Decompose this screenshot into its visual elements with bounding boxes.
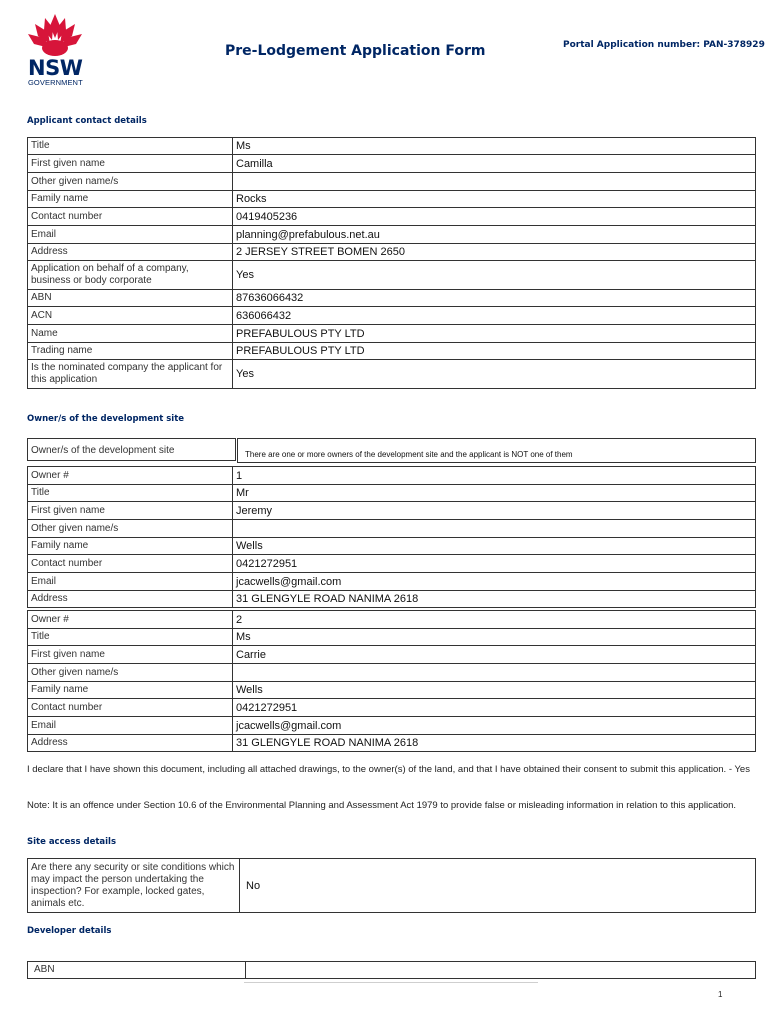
- field-label: ACN: [28, 307, 233, 325]
- field-value: There are one or more owners of the development site and the applicant is NOT one of them: [237, 438, 756, 463]
- table-row: [28, 261, 756, 290]
- table-row: [28, 682, 756, 699]
- table-row: [28, 611, 756, 629]
- table-row: [28, 591, 756, 608]
- field-label: Family name: [28, 682, 233, 699]
- field-value: Carrie: [233, 646, 756, 664]
- field-label: Trading name: [28, 343, 233, 360]
- table-row: [28, 307, 756, 325]
- field-value: [246, 961, 756, 979]
- field-value: No: [240, 859, 756, 913]
- owner-1-table: [27, 466, 756, 608]
- site-access-table: [27, 858, 756, 913]
- field-label: ABN: [28, 290, 233, 307]
- field-value: 1: [233, 467, 756, 485]
- field-value: 31 GLENGYLE ROAD NANIMA 2618: [233, 735, 756, 752]
- field-value: 2 JERSEY STREET BOMEN 2650: [233, 244, 756, 261]
- table-row: [28, 573, 756, 591]
- nsw-government-logo: [24, 12, 90, 86]
- table-row: [28, 735, 756, 752]
- field-value: 0421272951: [233, 555, 756, 573]
- owner-site-row: [27, 438, 756, 463]
- table-row: [28, 629, 756, 646]
- table-row: [28, 538, 756, 555]
- field-label: First given name: [28, 502, 233, 520]
- field-label: Title: [28, 485, 233, 502]
- field-label: Owner/s of the development site: [27, 438, 236, 461]
- field-value: PREFABULOUS PTY LTD: [233, 325, 756, 343]
- page-number: 1: [718, 990, 723, 999]
- field-label: Contact number: [28, 208, 233, 226]
- field-label: Other given name/s: [28, 520, 233, 538]
- field-label: Email: [28, 226, 233, 244]
- field-label: First given name: [28, 155, 233, 173]
- field-value: Camilla: [233, 155, 756, 173]
- section-heading-site-access: Site access details: [27, 837, 117, 847]
- table-row: [28, 555, 756, 573]
- field-label: Owner #: [28, 611, 233, 629]
- field-value: Wells: [233, 538, 756, 555]
- field-value: PREFABULOUS PTY LTD: [233, 343, 756, 360]
- table-row: [28, 155, 756, 173]
- field-value: Jeremy: [233, 502, 756, 520]
- field-label: ABN: [27, 961, 246, 979]
- field-label: Name: [28, 325, 233, 343]
- field-label: Contact number: [28, 555, 233, 573]
- table-row: [28, 502, 756, 520]
- table-row: [28, 244, 756, 261]
- field-value: 31 GLENGYLE ROAD NANIMA 2618: [233, 591, 756, 608]
- field-value: 2: [233, 611, 756, 629]
- field-value: Mr: [233, 485, 756, 502]
- page-title: Pre-Lodgement Application Form: [225, 43, 486, 59]
- field-label: Application on behalf of a company, business or body corporate: [28, 261, 233, 290]
- table-row: [28, 360, 756, 389]
- field-value: planning@prefabulous.net.au: [233, 226, 756, 244]
- field-label: Contact number: [28, 699, 233, 717]
- field-label: Family name: [28, 538, 233, 555]
- owner-consent-declaration: I declare that I have shown this document, including all attached drawings, to the owner(s) of the land, and that I have obtained their consent to submit this application. - Yes: [27, 764, 750, 775]
- field-value: Wells: [233, 682, 756, 699]
- field-label: Family name: [28, 191, 233, 208]
- table-row: [28, 485, 756, 502]
- table-row: [28, 325, 756, 343]
- footer-divider: [244, 982, 538, 983]
- portal-application-number: Portal Application number: PAN-378929: [563, 40, 765, 50]
- waratah-logo-icon: [24, 12, 86, 58]
- field-value: 0419405236: [233, 208, 756, 226]
- table-row: [28, 646, 756, 664]
- table-row: [28, 699, 756, 717]
- field-value: [233, 664, 756, 682]
- table-row: [28, 173, 756, 191]
- field-label: Other given name/s: [28, 664, 233, 682]
- table-row: [28, 343, 756, 360]
- field-value: Ms: [233, 629, 756, 646]
- field-value: 0421272951: [233, 699, 756, 717]
- field-value: 636066432: [233, 307, 756, 325]
- field-value: jcacwells@gmail.com: [233, 573, 756, 591]
- table-row: [28, 226, 756, 244]
- table-row: [28, 290, 756, 307]
- field-label: Address: [28, 591, 233, 608]
- field-value: Yes: [233, 360, 756, 389]
- section-heading-applicant: Applicant contact details: [27, 116, 147, 126]
- field-label: Owner #: [28, 467, 233, 485]
- table-row: [28, 138, 756, 155]
- field-value: [233, 173, 756, 191]
- field-value: 87636066432: [233, 290, 756, 307]
- table-row: [28, 208, 756, 226]
- field-value: Yes: [233, 261, 756, 290]
- table-row: [28, 467, 756, 485]
- applicant-table: [27, 137, 756, 389]
- field-value: Rocks: [233, 191, 756, 208]
- table-row: [28, 859, 756, 913]
- table-row: [28, 717, 756, 735]
- field-label: First given name: [28, 646, 233, 664]
- table-row: [28, 520, 756, 538]
- section-heading-developer: Developer details: [27, 926, 112, 936]
- field-label: Email: [28, 573, 233, 591]
- owner-2-table: [27, 610, 756, 752]
- section-heading-owners: Owner/s of the development site: [27, 414, 185, 424]
- table-row: [28, 191, 756, 208]
- offence-note: Note: It is an offence under Section 10.6 of the Environmental Planning and Assessment Act 1979 to provide false or misleading information in relation to this application.: [27, 800, 737, 811]
- field-label: Email: [28, 717, 233, 735]
- field-label: Is the nominated company the applicant for this application: [28, 360, 233, 389]
- logo-subtitle: GOVERNMENT: [28, 78, 83, 87]
- field-label: Address: [28, 735, 233, 752]
- field-label: Other given name/s: [28, 173, 233, 191]
- field-value: Ms: [233, 138, 756, 155]
- field-label: Title: [28, 138, 233, 155]
- table-row: [28, 664, 756, 682]
- field-label: Title: [28, 629, 233, 646]
- field-label: Address: [28, 244, 233, 261]
- logo-wordmark: NSW: [28, 56, 83, 80]
- field-value: [233, 520, 756, 538]
- field-value: jcacwells@gmail.com: [233, 717, 756, 735]
- field-label: Are there any security or site conditions which may impact the person undertaking the inspection? For example, locked gates, animals etc.: [28, 859, 240, 913]
